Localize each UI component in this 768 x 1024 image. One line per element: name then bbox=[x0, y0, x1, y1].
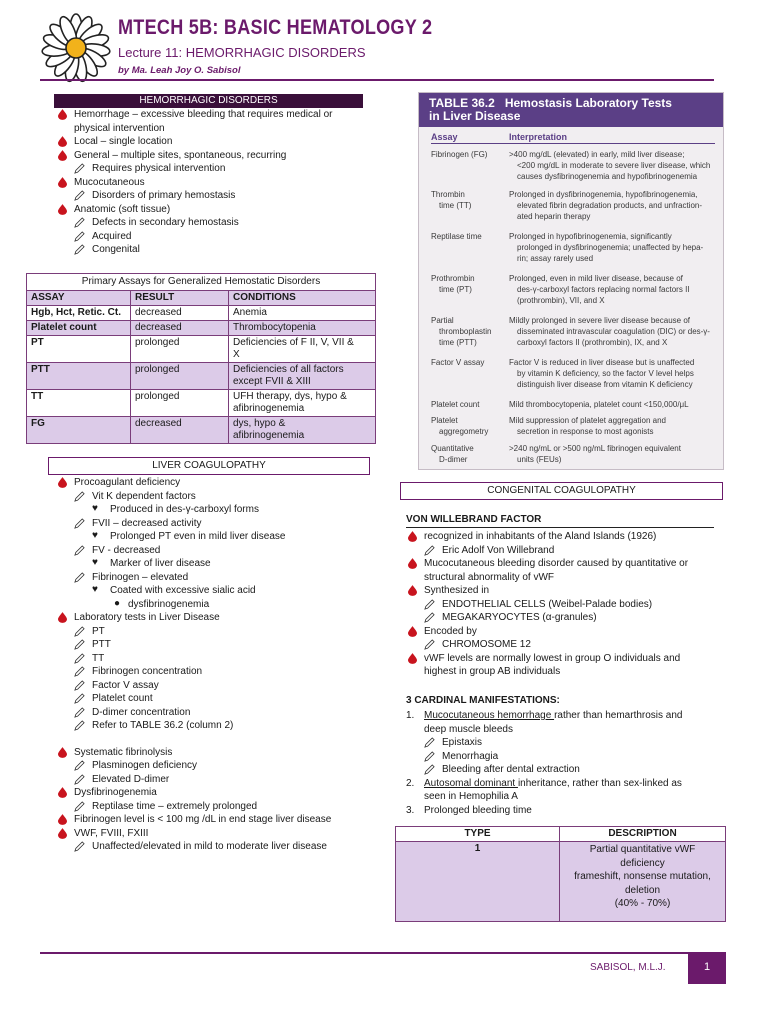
column-header: DESCRIPTION bbox=[560, 827, 726, 842]
pencil-icon bbox=[74, 231, 85, 242]
blood-drop-icon bbox=[408, 558, 417, 569]
list-item: Synthesized in bbox=[406, 584, 726, 598]
blood-drop-icon bbox=[58, 828, 67, 839]
list-item: physical intervention bbox=[74, 122, 165, 134]
list-item: vWF levels are normally lowest in group O individuals and bbox=[406, 652, 726, 666]
lecture-subtitle: Lecture 11: HEMORRHAGIC DISORDERS bbox=[118, 45, 366, 60]
pencil-icon bbox=[74, 720, 85, 731]
author-line: by Ma. Leah Joy O. Sabisol bbox=[118, 65, 241, 76]
daisy-logo-icon bbox=[40, 12, 112, 84]
column-header: CONDITIONS bbox=[229, 291, 376, 306]
list-item: General – multiple sites, spontaneous, recurring bbox=[56, 149, 376, 163]
hemorrhagic-list bbox=[56, 108, 376, 257]
column-header: RESULT bbox=[131, 291, 229, 306]
pencil-icon bbox=[74, 707, 85, 718]
page-title: MTECH 5B: BASIC HEMATOLOGY 2 bbox=[118, 16, 433, 39]
list-item: Disorders of primary hemostasis bbox=[56, 189, 376, 203]
list-item: Plasminogen deficiency bbox=[56, 759, 386, 773]
pencil-icon bbox=[74, 666, 85, 677]
vwf-heading-underline bbox=[406, 527, 714, 528]
pencil-icon bbox=[74, 217, 85, 228]
blood-drop-icon bbox=[58, 204, 67, 215]
list-item: Local – single location bbox=[56, 135, 376, 149]
list-item: FVII – decreased activity bbox=[56, 517, 386, 531]
pencil-icon bbox=[74, 774, 85, 785]
table-row: Platelet count decreased Thrombocytopenia bbox=[27, 321, 376, 336]
pencil-icon bbox=[74, 639, 85, 650]
congenital-heading: CONGENITAL COAGULOPATHY bbox=[400, 482, 723, 500]
list-item: Reptilase time – extremely prolonged bbox=[56, 800, 386, 814]
list-item: Mucocutaneous bbox=[56, 176, 376, 190]
list-item: Laboratory tests in Liver Disease bbox=[56, 611, 386, 625]
pencil-icon bbox=[424, 612, 435, 623]
list-item: Procoagulant deficiency bbox=[56, 476, 386, 490]
list-item: Fibrinogen – elevated bbox=[56, 571, 386, 585]
pencil-icon bbox=[74, 653, 85, 664]
blood-drop-icon bbox=[408, 531, 417, 542]
dot-bullet-icon: ● bbox=[114, 597, 121, 609]
list-item: Vit K dependent factors bbox=[56, 490, 386, 504]
list-item: Systematic fibrinolysis bbox=[56, 746, 386, 760]
list-item: Bleeding after dental extraction bbox=[406, 763, 726, 777]
blood-drop-icon bbox=[58, 477, 67, 488]
list-item: deep muscle bleeds bbox=[424, 723, 513, 735]
pencil-icon bbox=[74, 626, 85, 637]
assays-caption: Primary Assays for Generalized Hemostatic Disorders bbox=[27, 274, 376, 291]
pencil-icon bbox=[424, 764, 435, 775]
list-item: Epistaxis bbox=[406, 736, 726, 750]
header-divider bbox=[40, 79, 714, 81]
footer-divider bbox=[40, 952, 726, 954]
list-item: 2. Autosomal dominant inheritance, rather than sex-linked as bbox=[406, 777, 682, 789]
list-item: Refer to TABLE 36.2 (column 2) bbox=[56, 719, 386, 733]
table-row: Hgb, Hct, Retic. Ct. decreased Anemia bbox=[27, 306, 376, 321]
heart-bullet-icon: ♥ bbox=[92, 530, 98, 541]
list-item: D-dimer concentration bbox=[56, 706, 386, 720]
list-item: Dysfibrinogenemia bbox=[56, 786, 386, 800]
blood-drop-icon bbox=[58, 109, 67, 120]
list-item: Elevated D-dimer bbox=[56, 773, 386, 787]
pencil-icon bbox=[74, 190, 85, 201]
pencil-icon bbox=[424, 639, 435, 650]
list-item: ♥ Produced in des-γ-carboxyl forms bbox=[92, 503, 259, 515]
list-item: ♥ Coated with excessive sialic acid bbox=[92, 584, 256, 596]
list-item: VWF, FVIII, FXIII bbox=[56, 827, 386, 841]
list-item: Congenital bbox=[56, 243, 376, 257]
list-item: Unaffected/elevated in mild to moderate liver disease bbox=[56, 840, 386, 854]
list-item: PT bbox=[56, 625, 386, 639]
heart-bullet-icon: ♥ bbox=[92, 503, 98, 514]
list-item: Platelet count bbox=[56, 692, 386, 706]
pencil-icon bbox=[424, 751, 435, 762]
liver-list bbox=[56, 476, 386, 854]
pencil-icon bbox=[74, 841, 85, 852]
cardinal-heading: 3 CARDINAL MANIFESTATIONS: bbox=[406, 695, 560, 706]
table-36-2-figure: TABLE 36.2 Hemostasis Laboratory Tests in Liver Disease Assay Interpretation Fibrinogen (FG) >400 mg/dL (elevated) in early, mild liver disease; <200 mg/dL in moderate to severe liver disease, which causes dysfibrinogenemia and hypofibrinogenemia Thrombin time (TT) Prolonged in dysfibrinogenemia, hypofibrinogenemia, elevated fibrin degradation products, and unfraction- ated heparin therapy Reptilase time Prolonged in hypofibrinogenemia, significantly prolonged in dysfibrinogenemia; unaffected by hepa- rin; assay rarely used Prothrombin time (PT) Prolonged, even in mild liver disease, because of des-γ-carboxyl factors replacing normal factors II (prothrombin), VII, and X Partial thromboplastin time (PTT) Mildly prolonged in severe liver disease because of disseminated intravascular coagulation (DIC) or des-γ- carboxyl factors II (prothrombin), IX, and X Factor V assay Factor V is reduced in liver disease but is unaffected by vitamin K deficiency, so the factor V level helps distinguish liver disease from vitamin K deficiency Platelet count Mild thrombocytopenia, platelet count <150,000/μL Platelet aggregometry Mild suppression of platelet aggregation and secretion in response to most agonists Quantitative D-dimer >240 ng/mL or >500 ng/mL fibrinogen equivalent units (FEUs) bbox=[418, 92, 724, 470]
list-item: ♥ Prolonged PT even in mild liver disease bbox=[92, 530, 286, 542]
list-item: ♥ Marker of liver disease bbox=[92, 557, 211, 569]
list-item: Defects in secondary hemostasis bbox=[56, 216, 376, 230]
table-row: PT prolonged Deficiencies of F II, V, VII & X bbox=[27, 336, 376, 363]
list-item: CHROMOSOME 12 bbox=[406, 638, 726, 652]
vwf-type-table bbox=[395, 826, 726, 922]
blood-drop-icon bbox=[58, 787, 67, 798]
list-item: Acquired bbox=[56, 230, 376, 244]
list-item: PTT bbox=[56, 638, 386, 652]
list-item: Hemorrhage – excessive bleeding that requires medical or bbox=[56, 108, 376, 122]
table-row: FG decreased dys, hypo & afibrinogenemia bbox=[27, 417, 376, 444]
pencil-icon bbox=[424, 545, 435, 556]
column-header: TYPE bbox=[396, 827, 560, 842]
list-item: Anatomic (soft tissue) bbox=[56, 203, 376, 217]
pencil-icon bbox=[74, 518, 85, 529]
list-item: highest in group AB individuals bbox=[424, 666, 561, 677]
table-row: TT prolonged UFH therapy, dys, hypo & afibrinogenemia bbox=[27, 390, 376, 417]
list-item: 3. Prolonged bleeding time bbox=[406, 804, 532, 816]
cardinal-list bbox=[406, 709, 726, 817]
blood-drop-icon bbox=[58, 747, 67, 758]
liver-heading: LIVER COAGULOPATHY bbox=[48, 457, 370, 475]
pencil-icon bbox=[74, 760, 85, 771]
list-item: ● dysfibrinogenemia bbox=[114, 597, 210, 610]
table-36-2-header: TABLE 36.2 Hemostasis Laboratory Tests in Liver Disease bbox=[419, 93, 723, 127]
list-item: Requires physical intervention bbox=[56, 162, 376, 176]
heart-bullet-icon: ♥ bbox=[92, 557, 98, 568]
blood-drop-icon bbox=[408, 653, 417, 664]
blood-drop-icon bbox=[408, 585, 417, 596]
pencil-icon bbox=[74, 545, 85, 556]
pencil-icon bbox=[74, 163, 85, 174]
list-item: ENDOTHELIAL CELLS (Weibel-Palade bodies) bbox=[406, 598, 726, 612]
pencil-icon bbox=[74, 693, 85, 704]
list-item: seen in Hemophilia A bbox=[424, 791, 518, 802]
footer-author: SABISOL, M.L.J. bbox=[590, 962, 666, 973]
table-row: 1 Partial quantitative vWF deficiency frameshift, nonsense mutation, deletion (40% - 70%) bbox=[396, 842, 726, 922]
blood-drop-icon bbox=[58, 612, 67, 623]
pencil-icon bbox=[74, 572, 85, 583]
list-item: recognized in inhabitants of the Aland Islands (1926) bbox=[406, 530, 726, 544]
list-item: TT bbox=[56, 652, 386, 666]
vwf-list bbox=[406, 530, 726, 679]
pencil-icon bbox=[74, 491, 85, 502]
blood-drop-icon bbox=[58, 150, 67, 161]
list-item: Mucocutaneous bleeding disorder caused by quantitative or bbox=[406, 557, 726, 571]
heart-bullet-icon: ♥ bbox=[92, 584, 98, 595]
blood-drop-icon bbox=[58, 136, 67, 147]
list-item: Eric Adolf Von Willebrand bbox=[406, 544, 726, 558]
hemorrhagic-heading: HEMORRHAGIC DISORDERS bbox=[54, 94, 363, 108]
pencil-icon bbox=[424, 599, 435, 610]
pencil-icon bbox=[74, 680, 85, 691]
list-item: MEGAKARYOCYTES (α-granules) bbox=[406, 611, 726, 625]
primary-assays-table bbox=[26, 273, 376, 444]
list-item: Factor V assay bbox=[56, 679, 386, 693]
vwf-heading: VON WILLEBRAND FACTOR bbox=[406, 514, 542, 525]
list-item: Fibrinogen concentration bbox=[56, 665, 386, 679]
table-row: PTT prolonged Deficiencies of all factors except FVII & XIII bbox=[27, 363, 376, 390]
pencil-icon bbox=[74, 244, 85, 255]
pencil-icon bbox=[424, 737, 435, 748]
blood-drop-icon bbox=[408, 626, 417, 637]
list-item: FV - decreased bbox=[56, 544, 386, 558]
blood-drop-icon bbox=[58, 177, 67, 188]
list-item: Menorrhagia bbox=[406, 750, 726, 764]
table-36-2-columns: Assay Interpretation bbox=[431, 132, 715, 144]
list-item: Fibrinogen level is < 100 mg /dL in end stage liver disease bbox=[56, 813, 386, 827]
blood-drop-icon bbox=[58, 814, 67, 825]
list-item: Encoded by bbox=[406, 625, 726, 639]
page-number: 1 bbox=[688, 954, 726, 984]
list-item: 1. Mucocutaneous hemorrhage rather than hemarthrosis and bbox=[406, 710, 683, 721]
list-item: structural abnormality of vWF bbox=[424, 571, 555, 583]
pencil-icon bbox=[74, 801, 85, 812]
column-header: ASSAY bbox=[27, 291, 131, 306]
